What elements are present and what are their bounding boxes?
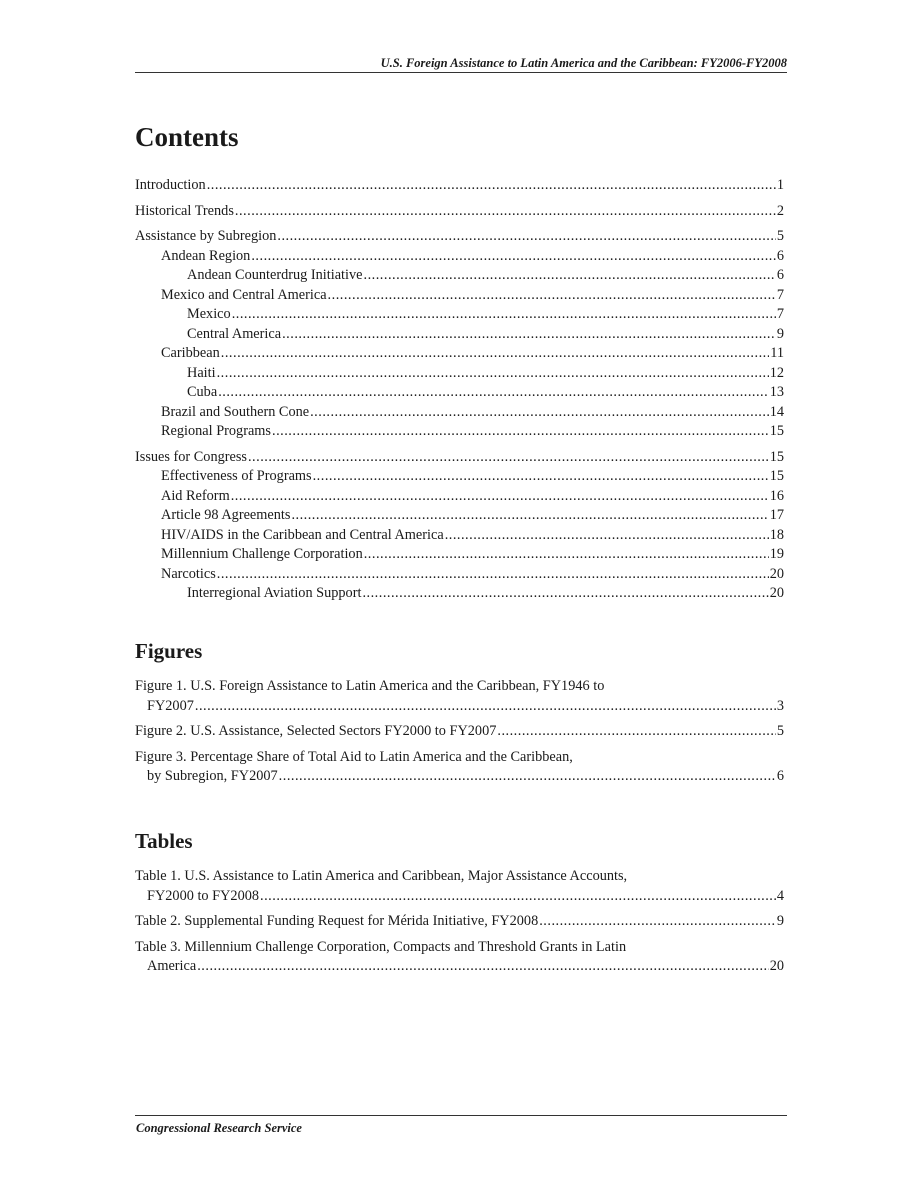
header-rule	[135, 72, 787, 73]
toc-entry-introduction[interactable]: Introduction ..... 1	[135, 176, 784, 196]
figures-heading: Figures	[135, 639, 203, 663]
toc-entry-article-98-agreements[interactable]: Article 98 Agreements ..... 17	[135, 506, 784, 526]
toc-entry-andean-counterdrug-initiative[interactable]: Andean Counterdrug Initiative ..... 6	[135, 266, 784, 286]
footer-rule	[135, 1115, 787, 1116]
toc-entry-effectiveness-of-programs[interactable]: Effectiveness of Programs ..... 15	[135, 467, 784, 487]
table-entry-2[interactable]: Table 2. Supplemental Funding Request for Mérida Initiative, FY2008 ..... 9	[135, 912, 784, 932]
toc-entry-cuba[interactable]: Cuba ..... 13	[135, 383, 784, 403]
tables-list	[135, 867, 784, 977]
figure-entry-3[interactable]: Figure 3. Percentage Share of Total Aid to Latin America and the Caribbean, by Subregion, FY2007 ..... 6	[135, 748, 784, 787]
toc-entry-mexico-and-central-america[interactable]: Mexico and Central America ..... 7	[135, 286, 784, 306]
running-footer: Congressional Research Service	[136, 1121, 302, 1135]
figure-entry-2[interactable]: Figure 2. U.S. Assistance, Selected Sectors FY2000 to FY2007 ..... 5	[135, 722, 784, 742]
toc-entry-haiti[interactable]: Haiti ..... 12	[135, 364, 784, 384]
toc-entry-issues-for-congress[interactable]: Issues for Congress ..... 15	[135, 448, 784, 468]
toc-entry-andean-region[interactable]: Andean Region ..... 6	[135, 247, 784, 267]
toc-entry-central-america[interactable]: Central America ..... 9	[135, 325, 784, 345]
toc-entry-hiv-aids[interactable]: HIV/AIDS in the Caribbean and Central America ..... 18	[135, 526, 784, 546]
figures-list	[135, 677, 784, 787]
contents-heading: Contents	[135, 122, 239, 152]
figure-entry-1[interactable]: Figure 1. U.S. Foreign Assistance to Latin America and the Caribbean, FY1946 to FY2007 ..... 3	[135, 677, 784, 716]
toc-entry-mexico[interactable]: Mexico ..... 7	[135, 305, 784, 325]
table-entry-3[interactable]: Table 3. Millennium Challenge Corporation, Compacts and Threshold Grants in Latin America ..... 20	[135, 938, 784, 977]
toc-entry-millennium-challenge-corporation[interactable]: Millennium Challenge Corporation ..... 19	[135, 545, 784, 565]
running-header: U.S. Foreign Assistance to Latin America and the Caribbean: FY2006-FY2008	[380, 56, 787, 70]
tables-heading: Tables	[135, 829, 193, 853]
contents-list	[135, 176, 784, 604]
toc-entry-regional-programs[interactable]: Regional Programs ..... 15	[135, 422, 784, 442]
toc-entry-brazil-and-southern-cone[interactable]: Brazil and Southern Cone ..... 14	[135, 403, 784, 423]
toc-entry-assistance-by-subregion[interactable]: Assistance by Subregion ..... 5	[135, 227, 784, 247]
toc-entry-historical-trends[interactable]: Historical Trends ..... 2	[135, 202, 784, 222]
toc-entry-caribbean[interactable]: Caribbean ..... 11	[135, 344, 784, 364]
toc-entry-aid-reform[interactable]: Aid Reform ..... 16	[135, 487, 784, 507]
toc-entry-interregional-aviation-support[interactable]: Interregional Aviation Support ..... 20	[135, 584, 784, 604]
toc-entry-narcotics[interactable]: Narcotics ..... 20	[135, 565, 784, 585]
table-entry-1[interactable]: Table 1. U.S. Assistance to Latin America and Caribbean, Major Assistance Accounts, FY2000 to FY2008 ..... 4	[135, 867, 784, 906]
